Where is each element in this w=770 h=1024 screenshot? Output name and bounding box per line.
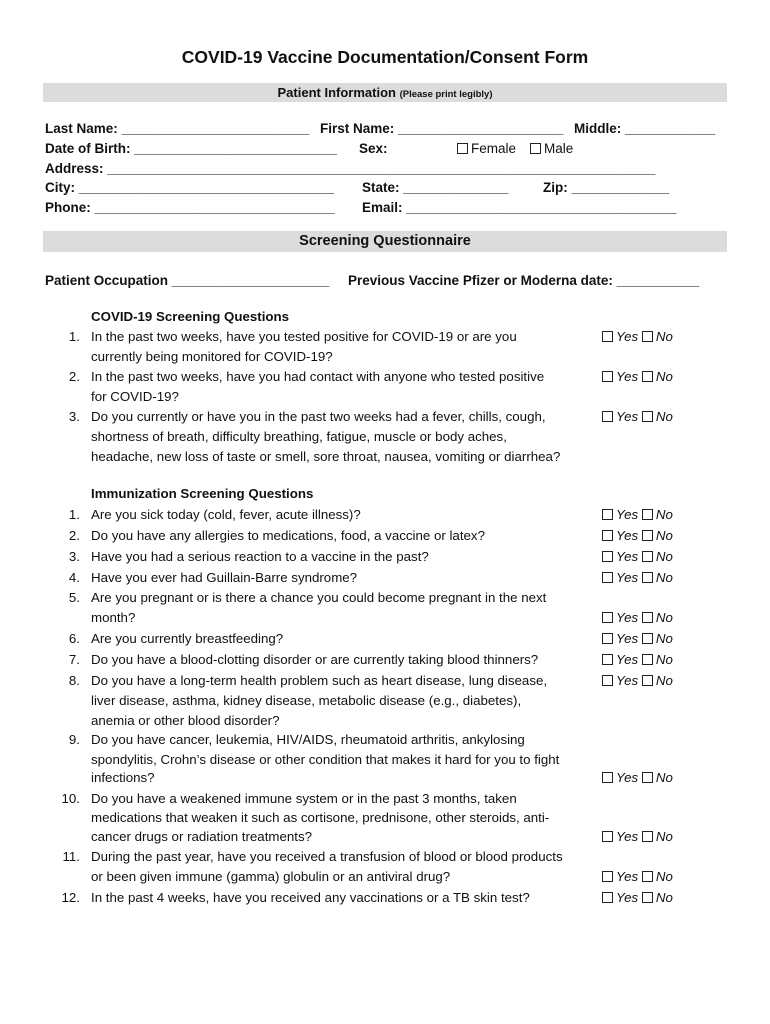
first-name-field[interactable]: First Name: ______________________: [320, 121, 564, 136]
dob-field[interactable]: Date of Birth: ___________________________: [45, 141, 337, 156]
no-checkbox[interactable]: [642, 633, 653, 644]
no-label: No: [655, 549, 673, 564]
immunization-question-number: 1.: [68, 507, 80, 522]
male-label: Male: [544, 141, 574, 156]
no-checkbox[interactable]: [642, 572, 653, 583]
immunization-yes-no-answer: [602, 507, 673, 523]
no-checkbox[interactable]: [642, 551, 653, 562]
yes-checkbox[interactable]: [602, 831, 613, 842]
immunization-yes-no-answer: [602, 631, 673, 647]
no-checkbox[interactable]: [642, 612, 653, 623]
no-checkbox[interactable]: [642, 509, 653, 520]
immunization-question-number: 3.: [68, 549, 80, 564]
immunization-question-text: medications that weaken it such as cortisone, prednisone, other steroids, anti-: [91, 810, 550, 825]
yes-checkbox[interactable]: [602, 612, 613, 623]
female-label: Female: [471, 141, 517, 156]
covid-question-text: In the past two weeks, have you had contact with anyone who tested positive: [91, 369, 545, 384]
no-label: No: [655, 570, 673, 585]
male-checkbox[interactable]: [530, 141, 573, 157]
city-field[interactable]: City: __________________________________: [45, 180, 335, 195]
immunization-question-number: 7.: [68, 652, 80, 667]
yes-checkbox[interactable]: [602, 675, 613, 686]
immunization-yes-no-answer: [602, 869, 673, 885]
yes-label: Yes: [616, 673, 639, 688]
immunization-questions-heading: Immunization Screening Questions: [91, 486, 314, 501]
covid-question-text: for COVID-19?: [91, 389, 179, 404]
immunization-yes-no-answer: [602, 610, 673, 626]
no-label: No: [655, 673, 673, 688]
covid-question-number: 1.: [68, 329, 80, 344]
no-checkbox[interactable]: [642, 871, 653, 882]
yes-checkbox[interactable]: [602, 871, 613, 882]
immunization-yes-no-answer: [602, 652, 673, 668]
yes-label: Yes: [616, 652, 639, 667]
immunization-question-text: liver disease, asthma, kidney disease, metabolic disease (e.g., diabetes),: [91, 693, 522, 708]
immunization-yes-no-answer: [602, 890, 673, 906]
covid-questions-heading: COVID-19 Screening Questions: [91, 309, 290, 324]
immunization-question-text: Have you had a serious reaction to a vaccine in the past?: [91, 549, 429, 564]
last-name-field[interactable]: Last Name: _________________________: [45, 121, 310, 136]
covid-question-number: 3.: [68, 409, 80, 424]
immunization-yes-no-answer: [602, 549, 673, 565]
immunization-question-number: 8.: [68, 673, 80, 688]
no-checkbox[interactable]: [642, 892, 653, 903]
yes-label: Yes: [616, 631, 639, 646]
immunization-question-number: 11.: [62, 849, 80, 864]
covid-question-text: In the past two weeks, have you tested positive for COVID-19 or are you: [91, 329, 517, 344]
no-label: No: [655, 610, 673, 625]
yes-checkbox[interactable]: [602, 331, 613, 342]
no-checkbox[interactable]: [642, 654, 653, 665]
yes-label: Yes: [616, 329, 639, 344]
immunization-question-number: 5.: [68, 590, 80, 605]
immunization-question-number: 9.: [68, 732, 80, 747]
checkbox-icon[interactable]: [530, 143, 541, 154]
covid-yes-no-answer: [602, 409, 673, 425]
yes-label: Yes: [616, 570, 639, 585]
no-label: No: [655, 890, 673, 905]
immunization-question-number: 4.: [68, 570, 80, 585]
immunization-question-text: anemia or other blood disorder?: [91, 713, 280, 728]
middle-name-field[interactable]: Middle: ____________: [574, 121, 716, 136]
previous-vaccine-field[interactable]: Previous Vaccine Pfizer or Moderna date: ___________: [348, 273, 700, 288]
immunization-question-text: infections?: [91, 770, 155, 785]
no-label: No: [655, 770, 673, 785]
immunization-question-text: In the past 4 weeks, have you received any vaccinations or a TB skin test?: [91, 890, 530, 905]
yes-label: Yes: [616, 829, 639, 844]
yes-label: Yes: [616, 869, 639, 884]
immunization-question-text: During the past year, have you received a transfusion of blood or blood products: [91, 849, 563, 864]
occupation-field[interactable]: Patient Occupation _____________________: [45, 273, 330, 288]
no-label: No: [655, 829, 673, 844]
phone-field[interactable]: Phone: ________________________________: [45, 200, 335, 215]
immunization-question-text: Do you have a long-term health problem such as heart disease, lung disease,: [91, 673, 548, 688]
immunization-question-text: Do you have a blood-clotting disorder or are currently taking blood thinners?: [91, 652, 539, 667]
immunization-question-number: 2.: [68, 528, 80, 543]
yes-label: Yes: [616, 890, 639, 905]
yes-label: Yes: [616, 409, 639, 424]
yes-label: Yes: [616, 507, 639, 522]
no-checkbox[interactable]: [642, 530, 653, 541]
immunization-yes-no-answer: [602, 570, 673, 586]
sex-label: Sex:: [359, 141, 388, 156]
no-checkbox[interactable]: [642, 772, 653, 783]
yes-label: Yes: [616, 549, 639, 564]
no-label: No: [655, 409, 673, 424]
zip-field[interactable]: Zip: _____________: [543, 180, 670, 195]
no-label: No: [655, 369, 673, 384]
yes-checkbox[interactable]: [602, 509, 613, 520]
no-label: No: [655, 528, 673, 543]
no-checkbox[interactable]: [642, 331, 653, 342]
email-field[interactable]: Email: ____________________________________: [362, 200, 677, 215]
covid-question-text: Do you currently or have you in the past two weeks had a fever, chills, cough,: [91, 409, 546, 424]
yes-checkbox[interactable]: [602, 772, 613, 783]
immunization-question-text: cancer drugs or radiation treatments?: [91, 829, 312, 844]
no-checkbox[interactable]: [642, 675, 653, 686]
immunization-question-text: or been given immune (gamma) globulin or an antiviral drug?: [91, 869, 451, 884]
immunization-yes-no-answer: [602, 829, 673, 845]
patient-info-header-note: (Please print legibly): [399, 89, 493, 100]
yes-label: Yes: [616, 369, 639, 384]
immunization-question-text: Do you have a weakened immune system or in the past 3 months, taken: [91, 791, 517, 806]
yes-checkbox[interactable]: [602, 371, 613, 382]
no-label: No: [655, 329, 673, 344]
yes-label: Yes: [616, 610, 639, 625]
no-label: No: [655, 631, 673, 646]
immunization-question-text: Are you sick today (cold, fever, acute illness)?: [91, 507, 361, 522]
immunization-yes-no-answer: [602, 528, 673, 544]
yes-label: Yes: [616, 528, 639, 543]
immunization-question-text: Do you have cancer, leukemia, HIV/AIDS, rheumatoid arthritis, ankylosing: [91, 732, 525, 747]
no-label: No: [655, 507, 673, 522]
immunization-question-text: Do you have any allergies to medications, food, a vaccine or latex?: [91, 528, 485, 543]
covid-question-number: 2.: [68, 369, 80, 384]
patient-info-header-text: Patient Information: [277, 85, 396, 100]
covid-yes-no-answer: [602, 369, 673, 385]
immunization-question-text: month?: [91, 610, 136, 625]
immunization-question-text: Have you ever had Guillain-Barre syndrome?: [91, 570, 358, 585]
yes-checkbox[interactable]: [602, 530, 613, 541]
immunization-question-number: 12.: [61, 890, 80, 905]
no-label: No: [655, 652, 673, 667]
covid-question-text: shortness of breath, difficulty breathing, fatigue, muscle or body aches,: [91, 429, 507, 444]
covid-yes-no-answer: [602, 329, 673, 345]
yes-checkbox[interactable]: [602, 551, 613, 562]
immunization-question-number: 10.: [61, 791, 80, 806]
checkbox-icon[interactable]: [457, 143, 468, 154]
covid-question-text: headache, new loss of taste or smell, sore throat, nausea, vomiting or diarrhea?: [91, 449, 561, 464]
screening-header: Screening Questionnaire: [43, 231, 727, 252]
yes-label: Yes: [616, 770, 639, 785]
yes-checkbox[interactable]: [602, 633, 613, 644]
immunization-question-text: Are you currently breastfeeding?: [91, 631, 284, 646]
female-checkbox[interactable]: [457, 141, 516, 157]
immunization-question-text: spondylitis, Crohn’s disease or other condition that makes it hard for you to fight: [91, 752, 560, 767]
immunization-question-number: 6.: [68, 631, 80, 646]
yes-checkbox[interactable]: [602, 892, 613, 903]
yes-checkbox[interactable]: [602, 654, 613, 665]
no-checkbox[interactable]: [642, 831, 653, 842]
yes-checkbox[interactable]: [602, 411, 613, 422]
patient-info-header: [43, 83, 727, 102]
immunization-yes-no-answer: [602, 673, 673, 689]
address-field[interactable]: Address: _________________________________________________________________________: [45, 161, 656, 176]
no-label: No: [655, 869, 673, 884]
no-checkbox[interactable]: [642, 411, 653, 422]
immunization-yes-no-answer: [602, 770, 673, 786]
immunization-question-text: Are you pregnant or is there a chance you could become pregnant in the next: [91, 590, 547, 605]
no-checkbox[interactable]: [642, 371, 653, 382]
state-field[interactable]: State: ______________: [362, 180, 509, 195]
covid-question-text: currently being monitored for COVID-19?: [91, 349, 333, 364]
yes-checkbox[interactable]: [602, 572, 613, 583]
form-title: COVID-19 Vaccine Documentation/Consent Form: [181, 47, 589, 67]
